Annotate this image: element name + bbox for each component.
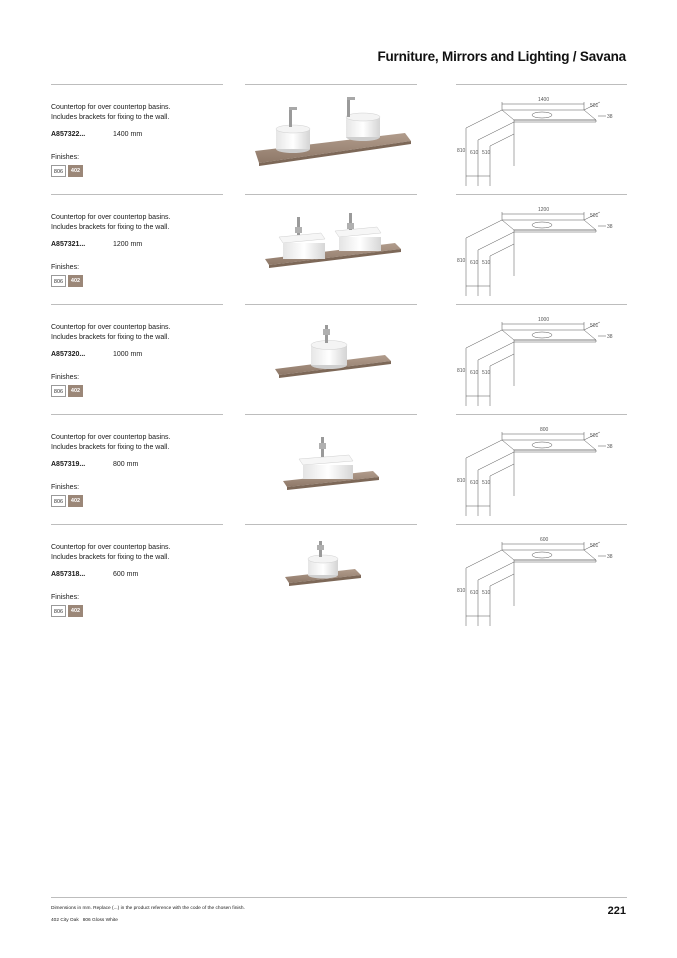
dimension-width-label: 1200 — [538, 207, 550, 213]
dimension-diagram — [456, 418, 627, 520]
divider — [456, 84, 627, 85]
product-description — [51, 103, 231, 123]
divider — [51, 84, 223, 85]
divider — [245, 304, 417, 305]
footer-divider — [51, 897, 627, 898]
finishes-label: Finishes: — [51, 154, 80, 161]
description-line: Includes brackets for fixing to the wall. — [51, 334, 170, 341]
dimension-height-label: 810 — [457, 478, 466, 484]
product-photo — [245, 89, 417, 189]
product-size: 600 mm — [113, 571, 139, 578]
product-size: 1000 mm — [113, 351, 143, 358]
product-row — [51, 414, 627, 524]
divider — [245, 524, 417, 525]
dimension-width-label: 1000 — [538, 317, 550, 323]
description-line: Countertop for over countertop basins. — [51, 434, 171, 441]
dimension-height-label: 510 — [482, 480, 491, 486]
dimension-diagram — [456, 198, 627, 300]
finish-swatch-city-oak: 402 — [68, 495, 83, 507]
finish-swatch-gloss-white: 806 — [51, 605, 66, 617]
product-photo — [245, 199, 417, 299]
page-number: 221 — [607, 905, 626, 917]
description-line: Includes brackets for fixing to the wall. — [51, 554, 170, 561]
product-code: A857318... — [51, 571, 86, 578]
divider — [245, 194, 417, 195]
finishes-label: Finishes: — [51, 594, 80, 601]
dimension-height-label: 610 — [470, 150, 479, 156]
dimension-depth-label: 501 — [590, 103, 599, 109]
finishes-label: Finishes: — [51, 484, 80, 491]
dimension-height-label: 810 — [457, 368, 466, 374]
finish-swatch-gloss-white: 806 — [51, 495, 66, 507]
divider — [456, 194, 627, 195]
product-photo — [245, 309, 417, 409]
dimension-thickness-label: 38 — [607, 114, 613, 120]
dimension-width-label: 800 — [540, 427, 549, 433]
finishes-label: Finishes: — [51, 264, 80, 271]
footer-note: Dimensions in mm. Replace (...) in the product reference with the code of the chosen finish. — [51, 906, 245, 911]
product-size: 1200 mm — [113, 241, 143, 248]
dimension-height-label: 810 — [457, 258, 466, 264]
dimension-depth-label: 501 — [590, 433, 599, 439]
product-photo — [245, 419, 417, 519]
dimension-height-label: 810 — [457, 148, 466, 154]
product-row — [51, 84, 627, 194]
finish-swatch-gloss-white: 806 — [51, 385, 66, 397]
finish-swatch-city-oak: 402 — [68, 275, 83, 287]
dimension-height-label: 510 — [482, 370, 491, 376]
dimension-thickness-label: 38 — [607, 444, 613, 450]
product-size: 800 mm — [113, 461, 139, 468]
product-row — [51, 304, 627, 414]
finish-swatch-city-oak: 402 — [68, 165, 83, 177]
dimension-width-label: 600 — [540, 537, 549, 543]
description-line: Countertop for over countertop basins. — [51, 104, 171, 111]
divider — [51, 194, 223, 195]
product-size: 1400 mm — [113, 131, 143, 138]
divider — [456, 414, 627, 415]
finish-swatch-gloss-white: 806 — [51, 275, 66, 287]
product-code: A857321... — [51, 241, 86, 248]
description-line: Includes brackets for fixing to the wall. — [51, 444, 170, 451]
dimension-height-label: 610 — [470, 590, 479, 596]
divider — [245, 414, 417, 415]
dimension-height-label: 610 — [470, 480, 479, 486]
dimension-thickness-label: 38 — [607, 224, 613, 230]
description-line: Includes brackets for fixing to the wall. — [51, 114, 170, 121]
product-description — [51, 213, 231, 233]
finishes-label: Finishes: — [51, 374, 80, 381]
divider — [456, 304, 627, 305]
product-code: A857320... — [51, 351, 86, 358]
product-photo — [245, 529, 417, 629]
description-line: Countertop for over countertop basins. — [51, 324, 171, 331]
divider — [51, 304, 223, 305]
dimension-diagram — [456, 308, 627, 410]
dimension-diagram — [456, 88, 627, 190]
dimension-diagram — [456, 528, 627, 630]
page-title: Furniture, Mirrors and Lighting / Savana — [377, 49, 626, 64]
divider — [245, 84, 417, 85]
product-description — [51, 543, 231, 563]
product-row — [51, 194, 627, 304]
description-line: Includes brackets for fixing to the wall. — [51, 224, 170, 231]
finish-swatch-city-oak: 402 — [68, 385, 83, 397]
product-row — [51, 524, 627, 634]
dimension-depth-label: 501 — [590, 543, 599, 549]
dimension-height-label: 810 — [457, 588, 466, 594]
divider — [51, 524, 223, 525]
finish-swatch-city-oak: 402 — [68, 605, 83, 617]
product-description — [51, 433, 231, 453]
dimension-width-label: 1400 — [538, 97, 550, 103]
dimension-thickness-label: 38 — [607, 334, 613, 340]
divider — [51, 414, 223, 415]
description-line: Countertop for over countertop basins. — [51, 214, 171, 221]
dimension-height-label: 610 — [470, 260, 479, 266]
description-line: Countertop for over countertop basins. — [51, 544, 171, 551]
dimension-height-label: 510 — [482, 260, 491, 266]
finish-legend: 402 City Oak 806 Gloss White — [51, 918, 118, 923]
dimension-thickness-label: 38 — [607, 554, 613, 560]
dimension-height-label: 610 — [470, 370, 479, 376]
product-code: A857319... — [51, 461, 86, 468]
product-code: A857322... — [51, 131, 86, 138]
dimension-depth-label: 501 — [590, 323, 599, 329]
dimension-height-label: 510 — [482, 150, 491, 156]
finish-swatch-gloss-white: 806 — [51, 165, 66, 177]
product-description — [51, 323, 231, 343]
dimension-depth-label: 501 — [590, 213, 599, 219]
dimension-height-label: 510 — [482, 590, 491, 596]
divider — [456, 524, 627, 525]
